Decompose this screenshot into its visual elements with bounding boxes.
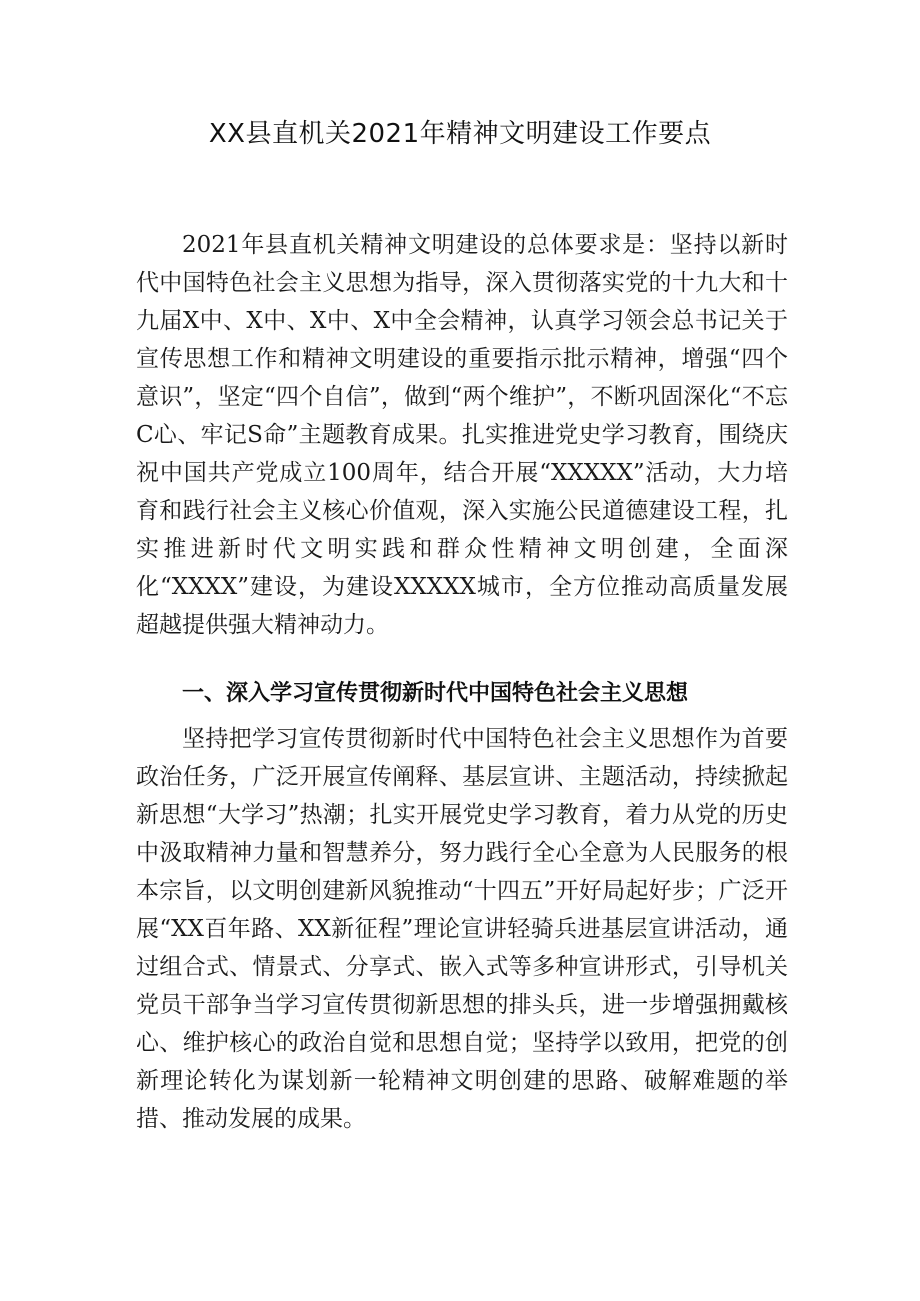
intro-paragraph: 2021年县直机关精神文明建设的总体要求是：坚持以新时代中国特色社会主义思想为指导，深入贯彻落实党的十九大和十九届X中、X中、X中、X中全会精神，认真学习领会总书记关于宣传思想工作和精神文明建设的重要指示批示精神，增强“四个意识”，坚定“四个自信”，做到“两个维护”，不断巩固深化“不忘C心、牢记S命”主题教育成果。扎实推进党史学习教育，围绕庆祝中国共产党成立100周年，结合开展“XXXXX”活动，大力培育和践行社会主义核心价值观，深入实施公民道德建设工程，扎实推进新时代文明实践和群众性精神文明创建，全面深化“XXXX”建设，为建设XXXXX城市，全方位推动高质量发展超越提供强大精神动力。 (136, 232, 788, 638)
document-title: XX县直机关2021年精神文明建设工作要点 (208, 119, 712, 149)
section-paragraph: 坚持把学习宣传贯彻新时代中国特色社会主义思想作为首要政治任务，广泛开展宣传阐释、基层宣讲、主题活动，持续掀起新思想“大学习”热潮；扎实开展党史学习教育，着力从党的历史中汲取精神力量和智慧养分，努力践行全心全意为人民服务的根本宗旨，以文明创建新风貌推动“十四五”开好局起好步；广泛开展“XX百年路、XX新征程”理论宣讲轻骑兵进基层宣讲活动，通过组合式、情景式、分享式、嵌入式等多种宣讲形式，引导机关党员干部争当学习宣传贯彻新思想的排头兵，进一步增强拥戴核心、维护核心的政治自觉和思想自觉；坚持学以致用，把党的创新理论转化为谋划新一轮精神文明创建的思路、破解难题的举措、推动发展的成果。 (136, 726, 788, 1132)
section-heading: 一、深入学习宣传贯彻新时代中国特色社会主义思想 (182, 681, 689, 706)
